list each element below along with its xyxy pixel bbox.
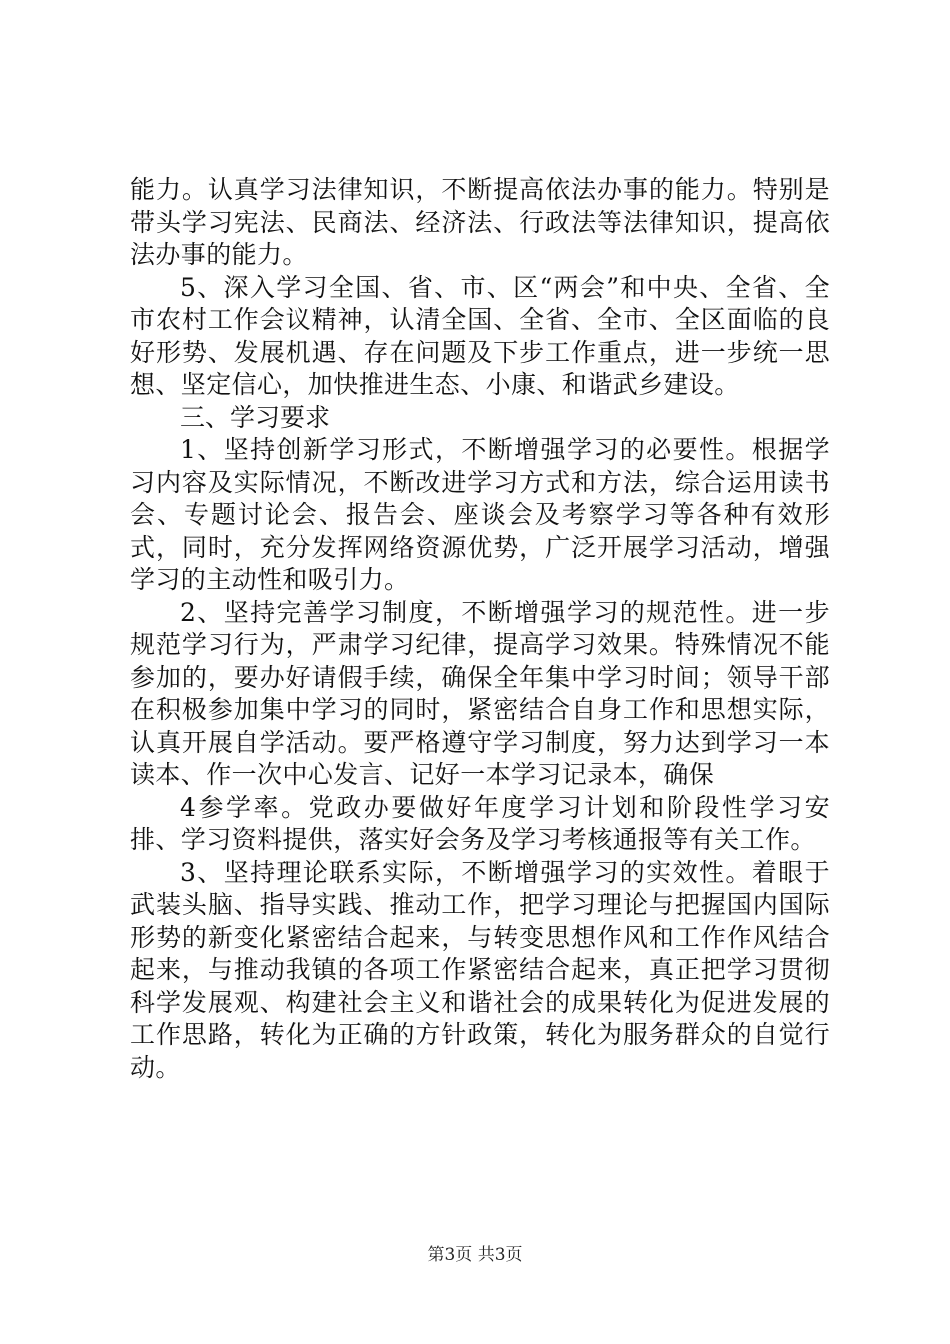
paragraph-item-5: 5、深入学习全国、省、市、区“两会”和中央、全省、全市农村工作会议精神，认清全国、全省、全市、全区面临的良好形势、发展机遇、存在问题及下步工作重点，进一步统一思想、坚定信心，加快推进生态、小康、和谐武乡建设。 (130, 272, 830, 399)
document-body (130, 174, 830, 1084)
paragraph-law-study: 能力。认真学习法律知识，不断提高依法办事的能力。特别是带头学习宪法、民商法、经济法、行政法等法律知识，提高依法办事的能力。 (130, 175, 830, 269)
page-footer: 第3页 共3页 (427, 1245, 523, 1265)
section-heading-requirements: 三、学习要求 (180, 402, 331, 432)
paragraph-requirement-1: 1、坚持创新学习形式，不断增强学习的必要性。根据学习内容及实际情况，不断改进学习方式和方法，综合运用读书会、专题讨论会、报告会、座谈会及考察学习等各种有效形式，同时，充分发挥网络资源优势，广泛开展学习活动，增强学习的主动性和吸引力。 (130, 435, 830, 594)
paragraph-requirement-3: 3、坚持理论联系实际，不断增强学习的实效性。着眼于武装头脑、指导实践、推动工作，把学习理论与把握国内国际形势的新变化紧密结合起来，与转变思想作风和工作作风结合起来，与推动我镇的各项工作紧密结合起来，真正把学习贯彻科学发展观、构建社会主义和谐社会的成果转化为促进发展的工作思路，转化为正确的方针政策，转化为服务群众的自觉行动。 (130, 857, 830, 1082)
paragraph-participation-rate: 4参学率。党政办要做好年度学习计划和阶段性学习安排、学习资料提供，落实好会务及学习考核通报等有关工作。 (130, 792, 830, 854)
paragraph-requirement-2: 2、坚持完善学习制度，不断增强学习的规范性。进一步规范学习行为，严肃学习纪律，提高学习效果。特殊情况不能参加的，要办好请假手续，确保全年集中学习时间；领导干部在积极参加集中学习的同时，紧密结合自身工作和思想实际，认真开展自学活动。要严格遵守学习制度，努力达到学习一本读本、作一次中心发言、记好一本学习记录本，确保 (130, 597, 830, 789)
